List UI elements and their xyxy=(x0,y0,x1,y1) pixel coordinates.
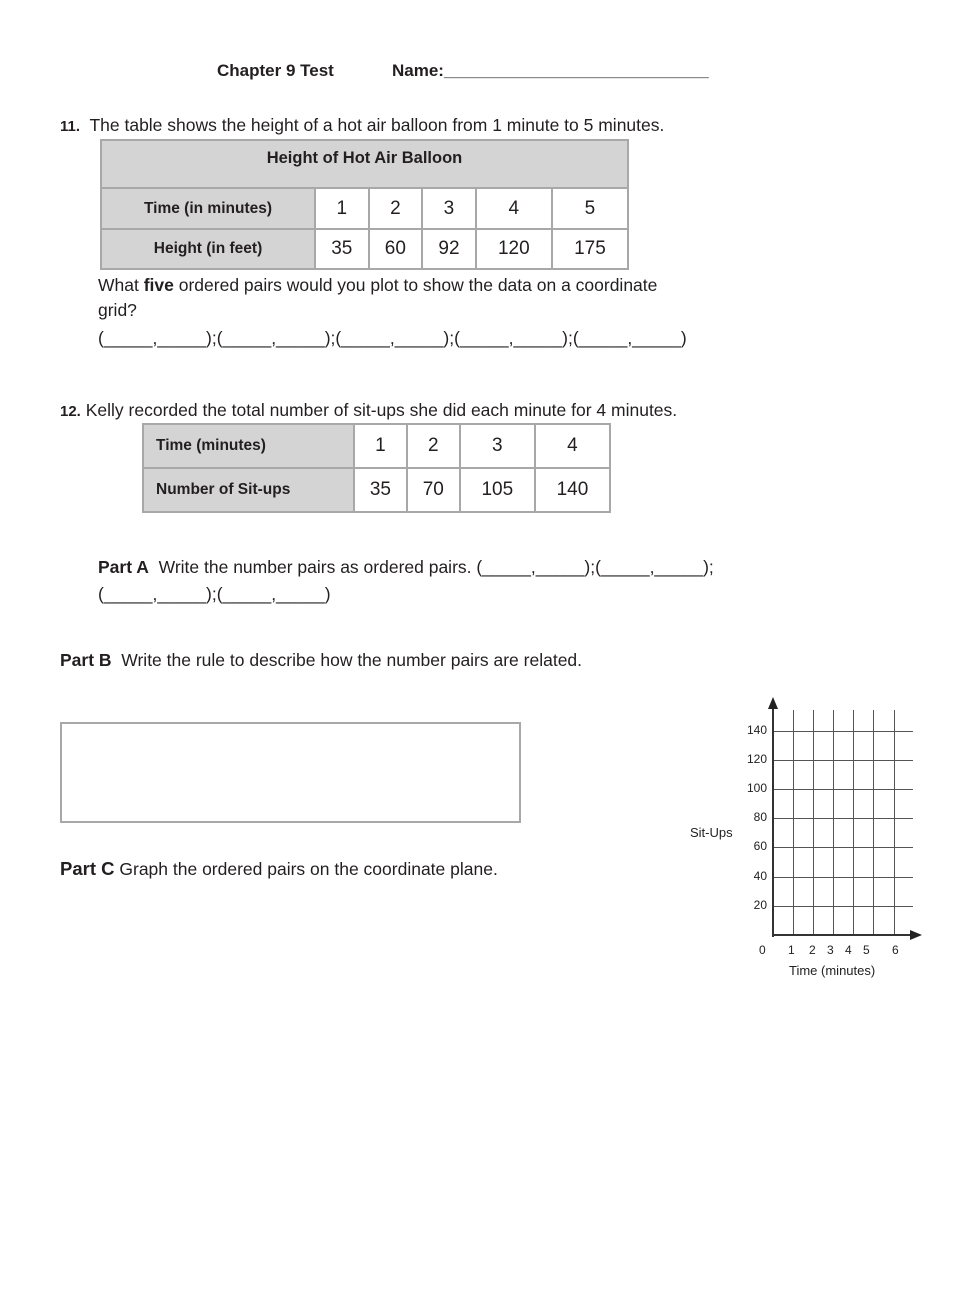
cell: 92 xyxy=(422,229,476,269)
y-axis xyxy=(772,704,774,937)
question-number: 11. xyxy=(60,118,81,135)
cell: 120 xyxy=(476,229,552,269)
table-row xyxy=(101,188,628,229)
y-axis-arrow-icon xyxy=(768,697,778,709)
question-12 xyxy=(60,400,677,421)
question-number: 12. xyxy=(60,403,81,420)
cell: 35 xyxy=(354,468,407,512)
x-axis xyxy=(773,934,917,936)
situps-table xyxy=(142,423,611,513)
cell: 1 xyxy=(354,424,407,468)
part-a-blanks-line2[interactable]: (_____,_____);(_____,_____) xyxy=(98,584,331,604)
part-b-answer-box[interactable] xyxy=(60,722,521,823)
y-tick-label: 120 xyxy=(746,752,767,766)
part-text: Graph the ordered pairs on the coordinate plane. xyxy=(119,859,498,879)
y-tick-label: 140 xyxy=(746,723,767,737)
name-field[interactable]: Name:____________________________ xyxy=(392,61,709,80)
cell: 3 xyxy=(422,188,476,229)
table-row xyxy=(101,229,628,269)
cell: 2 xyxy=(407,424,460,468)
question-text: The table shows the height of a hot air balloon from 1 minute to 5 minutes. xyxy=(89,115,665,135)
cell: 2 xyxy=(369,188,423,229)
x-tick-label: 1 xyxy=(788,943,795,957)
row-label: Time (in minutes) xyxy=(101,188,315,229)
cell: 70 xyxy=(407,468,460,512)
q11-prompt-line2: grid? xyxy=(98,300,137,320)
x-tick-label: 2 xyxy=(809,943,816,957)
page-title: Chapter 9 Test xyxy=(217,61,334,80)
grid-line-horizontal xyxy=(773,877,913,878)
prompt-text: ordered pairs would you plot to show the data on a coordinate xyxy=(173,275,658,295)
part-label: Part B xyxy=(60,650,112,670)
grid-line-horizontal xyxy=(773,906,913,907)
row-label: Time (minutes) xyxy=(143,424,354,468)
x-tick-label: 5 xyxy=(863,943,870,957)
cell: 1 xyxy=(315,188,369,229)
table-row xyxy=(143,468,610,512)
x-tick-label: 4 xyxy=(845,943,852,957)
grid-line-vertical xyxy=(793,710,794,935)
grid-line-horizontal xyxy=(773,789,913,790)
x-axis-label: Time (minutes) xyxy=(789,963,876,978)
part-label: Part C xyxy=(60,858,115,879)
q11-prompt xyxy=(98,275,657,296)
cell: 175 xyxy=(552,229,628,269)
part-text: Write the rule to describe how the number pairs are related. xyxy=(121,650,583,670)
part-b xyxy=(60,650,582,671)
cell: 35 xyxy=(315,229,369,269)
grid-line-vertical xyxy=(894,710,895,935)
grid-line-vertical xyxy=(873,710,874,935)
q11-answer-blanks[interactable]: (_____,_____);(_____,_____);(_____,_____);(_____,_____);(_____,_____) xyxy=(98,328,687,348)
grid-line-vertical xyxy=(833,710,834,935)
part-c xyxy=(60,858,498,880)
grid-line-horizontal xyxy=(773,847,913,848)
question-11 xyxy=(60,115,664,136)
part-a-blanks[interactable]: Write the number pairs as ordered pairs. (_____,_____);(_____,_____); xyxy=(158,557,714,577)
cell: 60 xyxy=(369,229,423,269)
grid-line-horizontal xyxy=(773,731,913,732)
cell: 5 xyxy=(552,188,628,229)
cell: 3 xyxy=(460,424,535,468)
x-tick-label: 3 xyxy=(827,943,834,957)
grid-line-horizontal xyxy=(773,760,913,761)
y-tick-label: 100 xyxy=(746,781,767,795)
table-title: Height of Hot Air Balloon xyxy=(101,140,628,188)
cell: 4 xyxy=(476,188,552,229)
balloon-table xyxy=(100,139,629,270)
grid-line-vertical xyxy=(853,710,854,935)
part-a xyxy=(98,557,714,578)
table-row xyxy=(143,424,610,468)
cell: 140 xyxy=(535,468,610,512)
y-tick-label: 80 xyxy=(753,810,767,824)
y-tick-label: 20 xyxy=(753,898,767,912)
y-tick-label: 60 xyxy=(753,839,767,853)
question-text: Kelly recorded the total number of sit-ups she did each minute for 4 minutes. xyxy=(85,400,678,420)
cell: 4 xyxy=(535,424,610,468)
row-label: Number of Sit-ups xyxy=(143,468,354,512)
y-tick-label: 40 xyxy=(753,869,767,883)
grid-line-vertical xyxy=(813,710,814,935)
grid-line-horizontal xyxy=(773,818,913,819)
prompt-bold: five xyxy=(143,275,174,295)
y-axis-label: Sit-Ups xyxy=(690,825,733,840)
prompt-text: What xyxy=(98,275,144,295)
x-tick-label: 6 xyxy=(892,943,899,957)
cell: 105 xyxy=(460,468,535,512)
row-label: Height (in feet) xyxy=(101,229,315,269)
x-axis-arrow-icon xyxy=(910,930,922,940)
x-tick-label: 0 xyxy=(759,943,766,957)
part-label: Part A xyxy=(98,557,149,577)
